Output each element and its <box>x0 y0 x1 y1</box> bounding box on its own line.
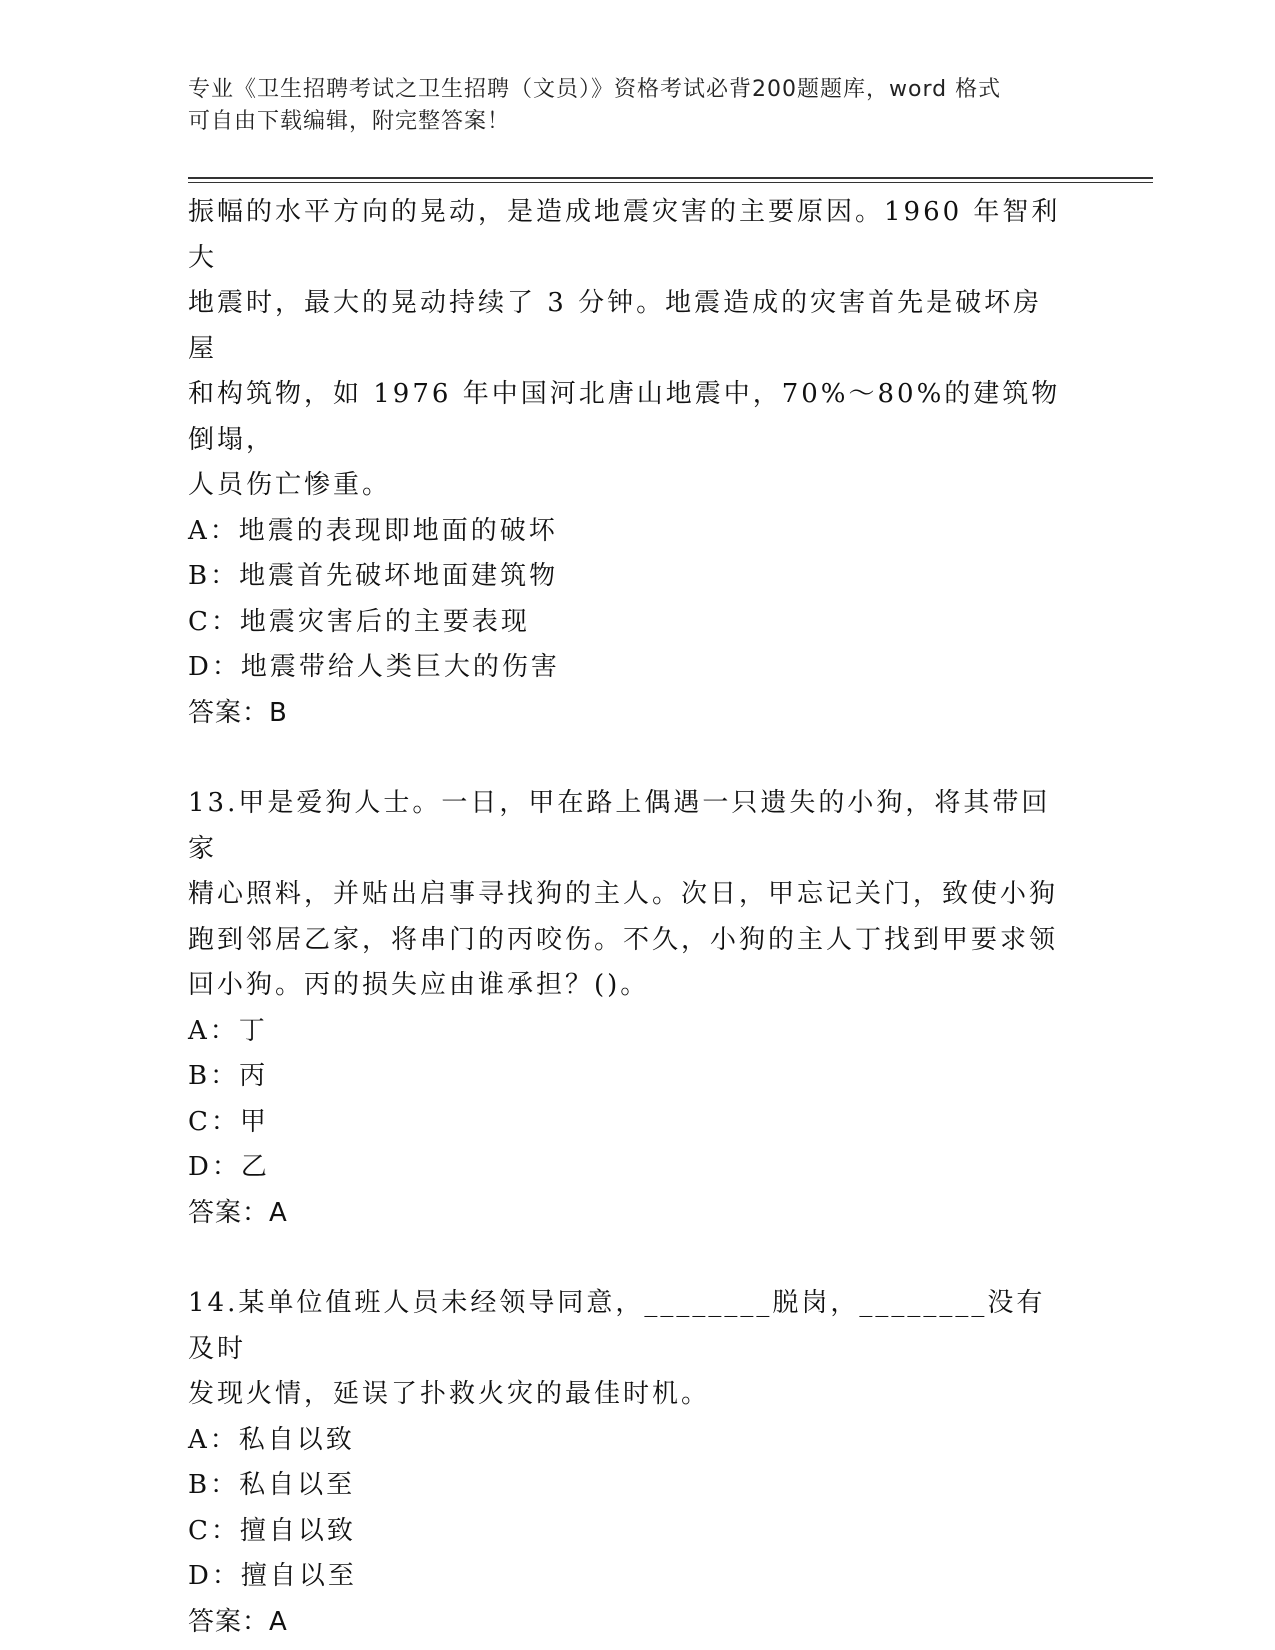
question-line: 和构筑物，如 1976 年中国河北唐山地震中，70%～80%的建筑物倒塌， <box>188 379 1061 455</box>
option-d: D：乙 <box>188 1152 270 1182</box>
option-d: D：地震带给人类巨大的伤害 <box>188 652 560 682</box>
question-line: 发现火情，延误了扑救火灾的最佳时机。 <box>188 1379 711 1409</box>
answer-label: 答案：B <box>188 697 288 728</box>
option-c: C：地震灾害后的主要表现 <box>188 606 530 637</box>
option-d: D：擅自以至 <box>188 1561 357 1591</box>
header-line-2: 可自由下载编辑，附完整答案！ <box>188 109 511 134</box>
header-line-1: 专业《卫生招聘考试之卫生招聘（文员）》资格考试必背200题题库，word 格式 <box>188 77 1002 102</box>
question-text <box>188 781 1068 1009</box>
question-line: 跑到邻居乙家，将串门的丙咬伤。不久，小狗的主人丁找到甲要求领 <box>188 924 1059 955</box>
answer-label: 答案：A <box>188 1197 288 1228</box>
answer-label: 答案：A <box>188 1606 288 1637</box>
option-b: B：私自以至 <box>188 1470 356 1500</box>
question-spacer <box>188 1236 1068 1281</box>
question-text <box>188 190 1068 509</box>
option-c: C：擅自以致 <box>188 1515 356 1546</box>
question-text <box>188 1281 1068 1418</box>
question-block-12 <box>188 190 1068 736</box>
option-c: C：甲 <box>188 1106 269 1137</box>
option-a: A：丁 <box>188 1015 268 1046</box>
question-block-14 <box>188 1281 1068 1645</box>
question-line: 回小狗。丙的损失应由谁承担？()。 <box>188 970 650 1000</box>
option-a: A：地震的表现即地面的破坏 <box>188 515 558 546</box>
question-list <box>188 190 1068 1645</box>
header-divider-thick <box>188 177 1153 179</box>
question-line: 人员伤亡惨重。 <box>188 470 392 500</box>
header-divider-thin <box>188 182 1153 183</box>
question-line: 地震时，最大的晃动持续了 3 分钟。地震造成的灾害首先是破坏房屋 <box>188 288 1043 364</box>
question-line: 精心照料，并贴出启事寻找狗的主人。次日，甲忘记关门，致使小狗 <box>188 879 1059 909</box>
option-a: A：私自以致 <box>188 1424 355 1455</box>
option-b: B：丙 <box>188 1061 269 1091</box>
document-header <box>188 74 1068 138</box>
question-spacer <box>188 736 1068 781</box>
question-line: 13.甲是爱狗人士。一日，甲在路上偶遇一只遗失的小狗，将其带回家 <box>188 788 1051 864</box>
option-b: B：地震首先破坏地面建筑物 <box>188 561 559 591</box>
question-block-13 <box>188 781 1068 1236</box>
question-line: 振幅的水平方向的晃动，是造成地震灾害的主要原因。1960 年智利大 <box>188 197 1061 273</box>
question-line: 14.某单位值班人员未经领导同意，________脱岗，________没有及时 <box>188 1288 1046 1364</box>
